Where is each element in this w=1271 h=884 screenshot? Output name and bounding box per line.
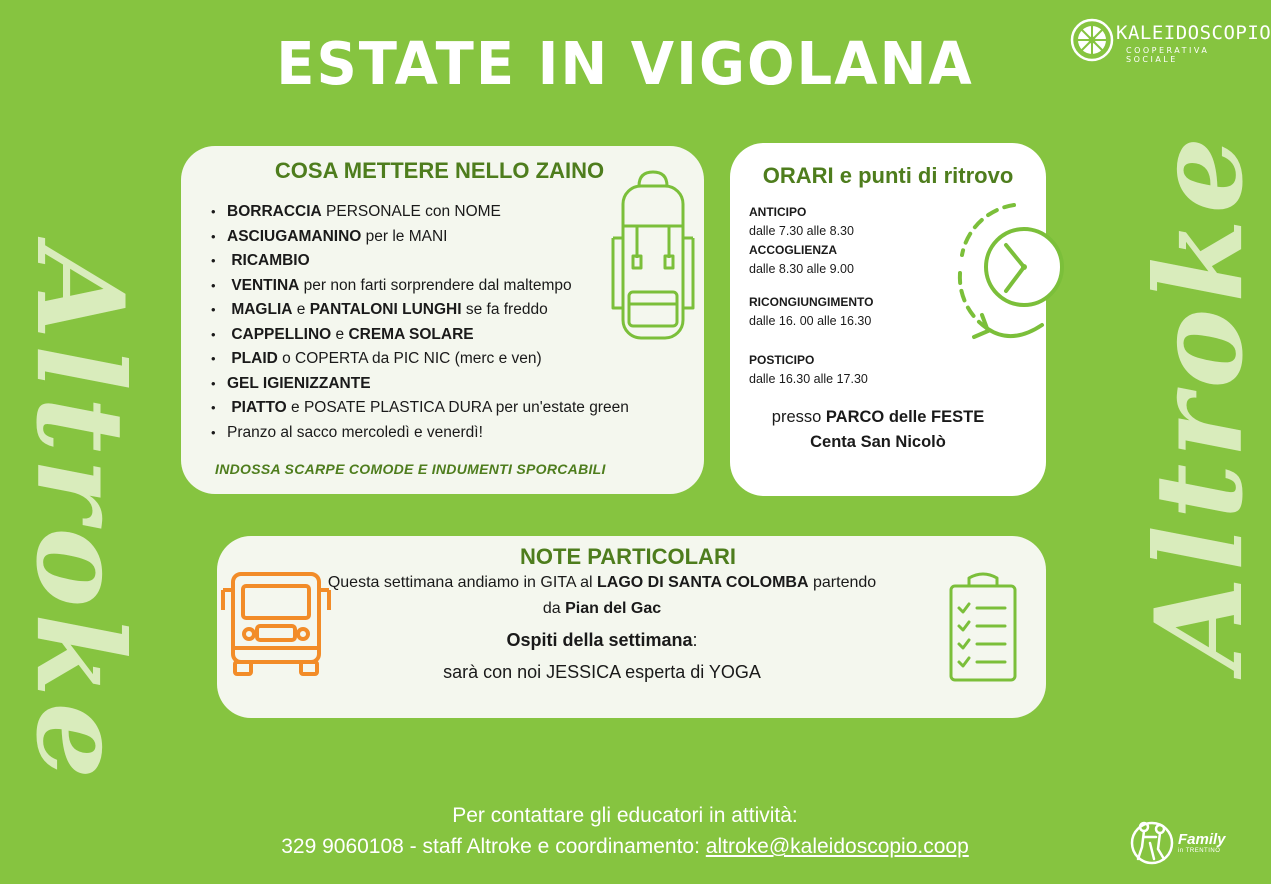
zaino-card [181, 146, 704, 494]
logo-name: KALEIDOSCOPIO [1116, 22, 1271, 44]
orari-anticipo: ANTICIPO dalle 7.30 alle 8.30 [749, 205, 854, 238]
clipboard-icon [947, 572, 1019, 684]
orari-title: ORARI e punti di ritrovo [762, 163, 1014, 188]
footer-line-2: 329 9060108 - staff Altroke e coordinamento: altroke@kaleidoscopio.coop [281, 835, 969, 858]
family-logo-text: Family [1178, 831, 1226, 848]
note-line-2: da Pian del Gac [542, 600, 662, 617]
backpack-icon [611, 168, 696, 348]
kaleidoscopio-logo [1070, 18, 1271, 64]
ospiti-label: Ospiti della settimana: [506, 630, 698, 650]
orari-location: presso PARCO delle FESTE Centa San Nicolò [771, 408, 985, 451]
list-item: • MAGLIA e PANTALONI LUNGHI se fa freddo [211, 298, 629, 323]
side-text-right: Altroke [1128, 131, 1270, 670]
list-item: • Pranzo al sacco mercoledì e venerdì! [211, 421, 629, 446]
footer-contacts [0, 800, 1250, 862]
list-item: • PIATTO e POSATE PLASTICA DURA per un'estate green [211, 396, 629, 421]
zaino-note: INDOSSA SCARPE COMODE E INDUMENTI SPORCABILI [215, 461, 606, 477]
orari-posticipo: POSTICIPO dalle 16.30 alle 17.30 [749, 353, 868, 386]
family-logo-icon [1128, 815, 1176, 867]
list-item: • BORRACCIA PERSONALE con NOME [211, 200, 629, 225]
note-card [217, 536, 1046, 718]
bus-icon [219, 568, 331, 680]
email-link[interactable]: altroke@kaleidoscopio.coop [705, 835, 969, 858]
orari-ricongiungimento: RICONGIUNGIMENTO dalle 16. 00 alle 16.30 [749, 295, 874, 328]
list-item: • VENTINA per non farti sorprendere dal maltempo [211, 274, 629, 299]
family-trentino-logo [1128, 815, 1236, 867]
note-line-1: Questa settimana andiamo in GITA al LAGO DI SANTA COLOMBA partendo [327, 574, 877, 591]
orari-accoglienza: ACCOGLIENZA dalle 8.30 alle 9.00 [749, 243, 854, 276]
list-item: • PLAID o COPERTA da PIC NIC (merc e ven) [211, 347, 629, 372]
zaino-title: COSA METTERE NELLO ZAINO [274, 158, 605, 183]
list-item: • ASCIUGAMANINO per le MANI [211, 225, 629, 250]
list-item: • RICAMBIO [211, 249, 629, 274]
page-title: ESTATE IN VIGOLANA [276, 30, 974, 99]
zaino-list [211, 200, 629, 445]
kaleidoscopio-logo-icon [1070, 18, 1114, 62]
family-logo-subtitle: in TRENTINO [1178, 848, 1221, 854]
list-item: • GEL IGIENIZZANTE [211, 372, 629, 397]
orari-card [730, 143, 1046, 496]
clock-icon [952, 195, 1044, 360]
side-text-left: Altroke [8, 246, 150, 785]
note-title: NOTE PARTICOLARI [520, 544, 736, 569]
ospiti-text: sarà con noi JESSICA esperta di YOGA [443, 662, 761, 682]
footer-line-1: Per contattare gli educatori in attività: [452, 804, 798, 827]
logo-subtitle: COOPERATIVA SOCIALE [1126, 46, 1210, 64]
list-item: • CAPPELLINO e CREMA SOLARE [211, 323, 629, 348]
